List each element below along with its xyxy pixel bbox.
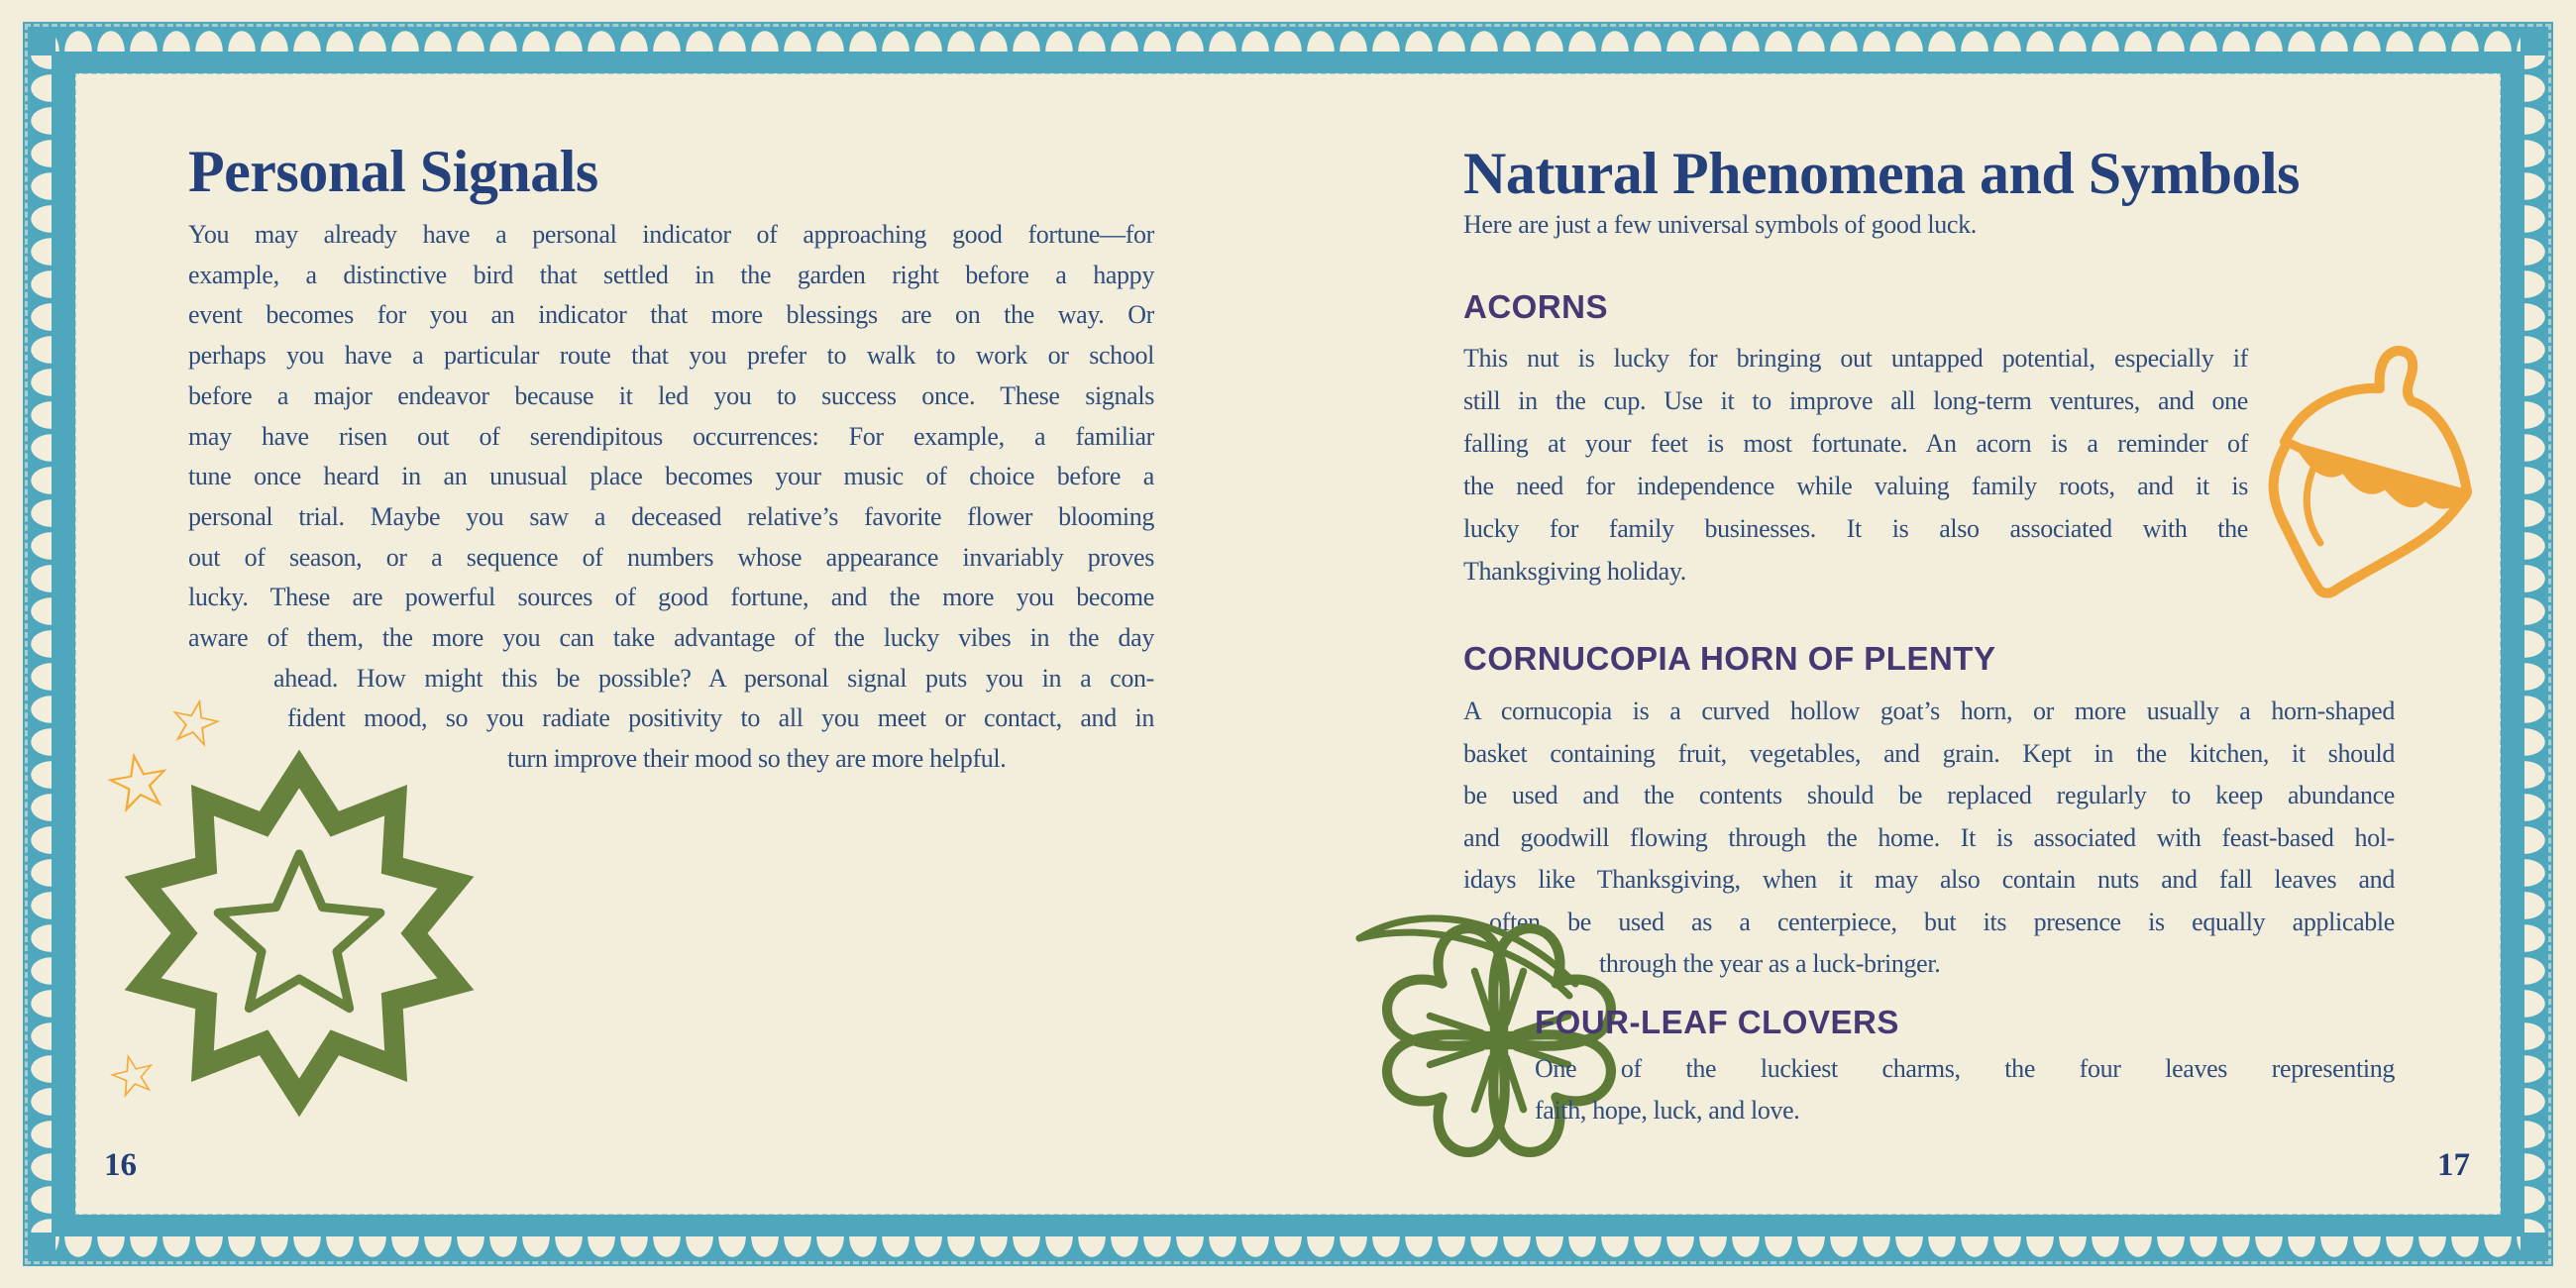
text-line: This nut is lucky for bringing out untapped potential, especially if (1463, 344, 2248, 373)
four-leaf-clovers-paragraph (1535, 1048, 2395, 1131)
text-line: turn improve their mood so they are more helpful. (507, 744, 1007, 774)
section-heading-cornucopia: CORNUCOPIA HORN OF PLENTY (1463, 640, 1996, 677)
text-line: You may already have a personal indicator of approaching good fortune—for (188, 220, 1154, 249)
section-heading-four-leaf-clovers: FOUR-LEAF CLOVERS (1535, 1004, 1899, 1040)
text-line: ahead. How might this be possible? A personal signal puts you in a con- (273, 663, 1154, 693)
text-line: through the year as a luck-bringer. (1599, 949, 1941, 978)
text-line: idays like Thanksgiving, when it may also contain nuts and fall leaves and (1463, 865, 2395, 894)
right-page-intro: Here are just a few universal symbols of good luck. (1463, 210, 1977, 239)
text-line: personal trial. Maybe you saw a deceased relative’s favorite flower blooming (188, 501, 1154, 531)
text-line: basket containing fruit, vegetables, and grain. Kept in the kitchen, it should (1463, 738, 2395, 768)
left-page-title: Personal Signals (188, 139, 598, 204)
text-line: may have risen out of serendipitous occurrences: For example, a familiar (188, 421, 1154, 451)
text-line: A cornucopia is a curved hollow goat’s horn, or more usually a horn-shaped (1463, 697, 2395, 725)
text-line: perhaps you have a particular route that you prefer to walk to work or school (188, 341, 1154, 371)
text-line: event becomes for you an indicator that more blessings are on the way. Or (188, 300, 1154, 330)
text-line: aware of them, the more you can take advantage of the lucky vibes in the day (188, 623, 1154, 653)
section-heading-acorns: ACORNS (1463, 288, 1609, 325)
page-number-right: 17 (2437, 1147, 2470, 1183)
text-line: and goodwill flowing through the home. It is associated with feast-based hol- (1463, 822, 2395, 852)
small-star-icon: ☆ (99, 1035, 166, 1115)
text-line: before a major endeavor because it led you to success once. These signals (188, 380, 1154, 410)
text-line: still in the cup. Use it to improve all long-term ventures, and one (1463, 386, 2248, 415)
four-leaf-clover-icon (1338, 897, 1674, 1194)
right-page-title: Natural Phenomena and Symbols (1463, 141, 2300, 206)
text-line: lucky for family businesses. It is also associated with the (1463, 514, 2248, 543)
text-line: faith, hope, luck, and love. (1535, 1096, 1800, 1125)
small-star-icon: ☆ (159, 681, 231, 766)
text-line: Thanksgiving holiday. (1463, 557, 1686, 586)
text-line: example, a distinctive bird that settled in the garden right before a happy (188, 260, 1154, 289)
text-line: out of season, or a sequence of numbers whose appearance invariably proves (188, 542, 1154, 572)
text-line: often be used as a centerpiece, but its presence is equally applicable (1489, 907, 2395, 936)
text-line: falling at your feet is most fortunate. An acorn is a reminder of (1463, 429, 2248, 458)
text-line: One of the luckiest charms, the four leaves representing (1535, 1054, 2395, 1083)
text-line: fident mood, so you radiate positivity to all you meet or contact, and in (287, 703, 1154, 733)
small-star-icon: ☆ (95, 730, 182, 834)
text-line: tune once heard in an unusual place becomes your music of choice before a (188, 462, 1154, 491)
text-line: the need for independence while valuing family roots, and it is (1463, 472, 2248, 500)
acorns-paragraph (1463, 337, 2248, 592)
page-number-left: 16 (104, 1147, 137, 1183)
starburst-star-icon (0, 0, 594, 1288)
text-line: be used and the contents should be replaced regularly to keep abundance (1463, 781, 2395, 809)
acorn-icon (2261, 345, 2509, 617)
text-line: lucky. These are powerful sources of good fortune, and the more you become (188, 583, 1154, 612)
